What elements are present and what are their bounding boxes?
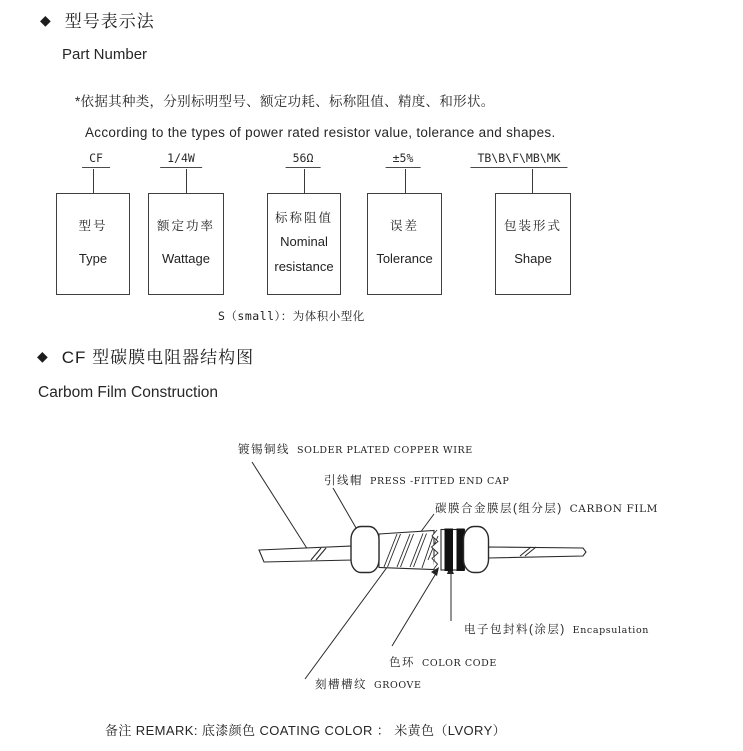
pn-box-tolerance-en: Tolerance: [376, 251, 433, 267]
left-end-cap: [351, 527, 379, 573]
callout-color-code-en: COLOR CODE: [422, 658, 497, 669]
callout-copper-wire-cn: 镀锡铜线: [238, 444, 290, 456]
pn-box-type-en: Type: [78, 251, 108, 267]
callout-line-copper-wire: [252, 462, 308, 550]
pn-box-type-cn: 型号: [78, 219, 108, 234]
callout-groove: [315, 675, 422, 693]
color-band-1: [445, 529, 454, 572]
callout-carbon-film-cn: 碳膜合金膜层(组分层): [435, 503, 563, 515]
pn-box-resistance-en: Nominal resistance: [274, 234, 334, 274]
pn-box-tolerance-cn: 误差: [389, 219, 419, 234]
pn-example-type: CF: [82, 151, 110, 168]
callout-carbon-film-en: CARBON FILM: [569, 503, 658, 515]
diamond-bullet-icon: ◆: [37, 347, 49, 364]
note-cn: *依据其种类，分别标明型号、额定功耗、标称阻值、精度、和形状。: [75, 94, 495, 109]
part-number-subtitle: Part Number: [62, 46, 148, 63]
callout-carbon-film: [435, 499, 658, 517]
callout-copper-wire-en: SOLDER PLATED COPPER WIRE: [297, 445, 473, 456]
footer-remark: 备注 REMARK: 底漆颜色 COATING COLOR ： 米黄色（LVORY）: [105, 723, 507, 738]
small-footnote: S（small）：为体积小型化: [218, 309, 365, 323]
callout-copper-wire: [238, 440, 473, 458]
right-lead-wire: [488, 547, 586, 558]
pn-box-resistance-cn: 标称阻值: [274, 211, 333, 226]
diamond-bullet-icon: ◆: [40, 11, 52, 28]
construction-subtitle: Carbom Film Construction: [38, 384, 219, 401]
callout-encapsulation-en: Encapsulation: [572, 625, 649, 636]
pn-example-shape: TB\B\F\MB\MK: [470, 151, 567, 168]
pn-example-resistance: 56Ω: [286, 151, 321, 168]
pn-box-shape-en: Shape: [514, 251, 552, 267]
callout-color-code-cn: 色环: [389, 657, 415, 669]
pn-example-wattage: 1/4W: [160, 151, 202, 168]
section2-title: CF 型碳膜电阻器结构图: [61, 348, 255, 367]
callout-end-cap: [324, 471, 509, 489]
callout-groove-cn: 刻槽槽纹: [315, 679, 367, 691]
callout-encapsulation: [464, 620, 649, 638]
right-end-cap: [464, 527, 489, 573]
left-lead-wire: [259, 546, 353, 562]
pn-box-wattage-cn: 额定功率: [156, 219, 215, 234]
pn-box-shape-cn: 包装形式: [503, 219, 562, 234]
callout-color-code: [389, 653, 497, 671]
callout-line-groove: [305, 566, 388, 679]
section1-title: 型号表示法: [64, 12, 155, 31]
callout-end-cap-en: PRESS -FITTED END CAP: [370, 476, 510, 487]
callout-line-color-code: [392, 570, 438, 646]
callout-groove-en: GROOVE: [374, 680, 422, 691]
pn-box-wattage-en: Wattage: [162, 251, 210, 267]
note-en: According to the types of power rated resistor value, tolerance and shapes.: [85, 125, 556, 140]
callout-end-cap-cn: 引线帽: [324, 475, 363, 487]
callout-encapsulation-cn: 电子包封料(涂层): [464, 624, 566, 636]
pn-example-tolerance: ±5%: [386, 151, 421, 168]
